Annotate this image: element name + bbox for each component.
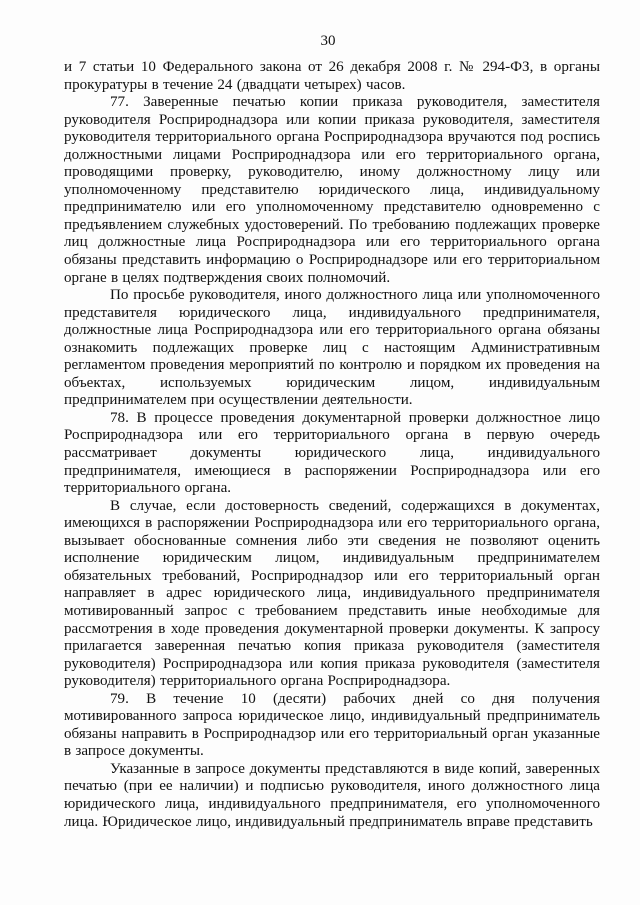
page-number: 30 bbox=[320, 33, 336, 49]
paragraph-77: 77. Заверенные печатью копии приказа руководителя, заместителя руководителя Росприроднадзора или копии приказа руководителя, заместителя руководителя территориального органа Росприроднадзора вручаются под роспись должностными лицами Росприроднадзора или его территориального органа, проводящими проверку, руководителю, иному должностному лицу или уполномоченному представителю юридического лица, индивидуальному предпринимателю или его уполномоченному представителю одновременно с предъявлением служебных удостоверений. По требованию подлежащих проверке лиц должностные лица Росприроднадзора или его территориального органа обязаны представить информацию о Росприроднадзоре или его территориальном органе в целях подтверждения своих полномочий. bbox=[64, 94, 600, 286]
paragraph-79-copies: Указанные в запросе документы представляются в виде копий, заверенных печатью (при ее наличии) и подписью руководителя, иного должностного лица юридического лица, индивидуального предпринимателя, его уполномоченного лица. Юридическое лицо, индивидуальный предприниматель вправе представить bbox=[64, 760, 600, 830]
paragraph-79: 79. В течение 10 (десяти) рабочих дней со дня получения мотивированного запроса юридическое лицо, индивидуальный предприниматель обязаны направить в Росприроднадзор или его территориальный орган указанные в запросе документы. bbox=[64, 690, 600, 760]
paragraph-78: 78. В процессе проведения документарной проверки должностное лицо Росприроднадзора или его территориального органа в первую очередь рассматривает документы юридического лица, индивидуального предпринимателя, имеющиеся в распоряжении Росприроднадзора или его территориального органа. bbox=[64, 409, 600, 497]
paragraph-continuation: и 7 статьи 10 Федерального закона от 26 декабря 2008 г. № 294-ФЗ, в органы прокуратуры в течение 24 (двадцати четырех) часов. bbox=[64, 59, 600, 93]
paragraph-77-request: По просьбе руководителя, иного должностного лица или уполномоченного представителя юридического лица, индивидуального предпринимателя, должностные лица Росприроднадзора или его территориального органа обязаны ознакомить подлежащих проверке лиц с настоящим Административным регламентом проведения мероприятий по контролю и порядком их проведения на объектах, используемых юридическим лицом, индивидуальным предпринимателем при осуществлении деятельности. bbox=[64, 287, 600, 409]
paragraph-78-doubts: В случае, если достоверность сведений, содержащихся в документах, имеющихся в распоряжении Росприроднадзора или его территориального органа, вызывает обоснованные сомнения либо эти сведения не позволяют оценить исполнение юридическим лицом, индивидуальным предпринимателем обязательных требований, Росприроднадзор или его территориальный орган направляет в адрес юридического лица, индивидуального предпринимателя мотивированный запрос с требованием представить иные необходимые для рассмотрения в ходе проведения документарной проверки документы. К запросу прилагается заверенная печатью копия приказа руководителя (заместителя руководителя) Росприроднадзора или копия приказа руководителя (заместителя руководителя) территориального органа Росприроднадзора. bbox=[64, 497, 600, 690]
